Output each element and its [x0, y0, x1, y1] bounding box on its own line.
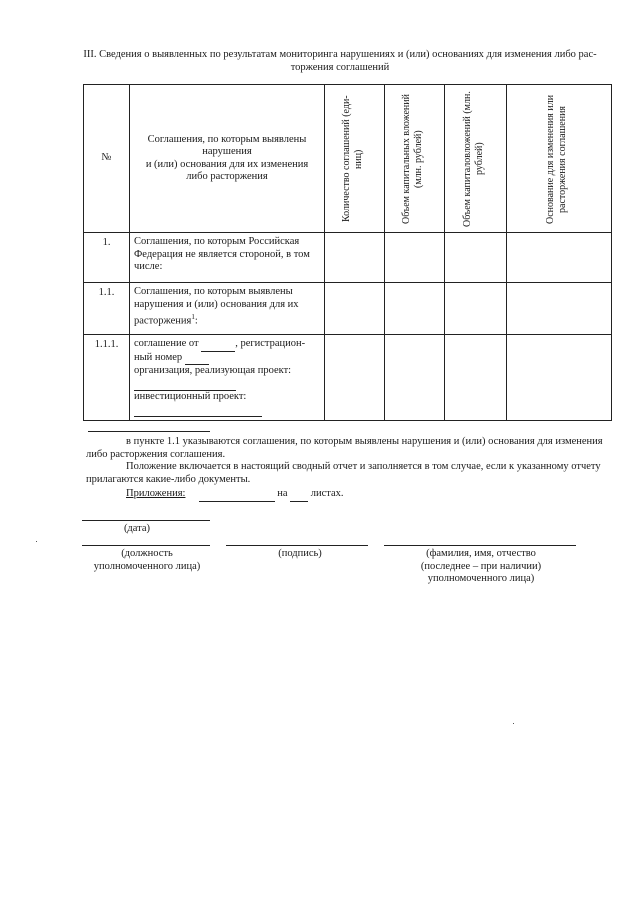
table-row: [84, 233, 612, 283]
table-cell: [445, 335, 507, 421]
table-cell: [445, 283, 507, 335]
table-cell: [325, 335, 385, 421]
table-cell: [385, 283, 445, 335]
organization-blank: [134, 378, 236, 392]
section-title-line-2: торжения соглашений: [290, 62, 390, 73]
table-row: [84, 335, 612, 421]
sheets-blank: [290, 488, 308, 502]
row-number: 1.1.: [84, 283, 130, 335]
header-reason: Основание для изменения или расторжения соглашения: [507, 85, 612, 233]
footnotes: [86, 436, 616, 502]
position-label: (должность уполномоченного лица): [93, 548, 201, 572]
note-attachments: Положение включается в настоящий сводный отчет и заполняется в том случае, если к указанному отчету прилагаются какие-либо документы.: [86, 461, 601, 485]
header-capital-investment: Объем капитальных вложений (млн. рублей): [385, 85, 445, 233]
table-row: [84, 283, 612, 335]
row-text: Соглашения, по которым Российская Федерация не является стороной, в том числе:: [130, 233, 325, 283]
header-number: №: [84, 85, 130, 233]
attachments-blank: [199, 488, 275, 502]
date-blank: [201, 338, 235, 352]
section-title: [70, 48, 610, 74]
date-line: [82, 520, 210, 521]
footnote-rule: [88, 431, 210, 432]
table-cell: [385, 335, 445, 421]
row-number: 1.: [84, 233, 130, 283]
date-label: (дата): [123, 523, 151, 534]
name-line: [384, 545, 576, 546]
footnote-marker: 1: [191, 313, 195, 321]
table-cell: [325, 283, 385, 335]
position-line: [82, 545, 210, 546]
row-number: 1.1.1.: [84, 335, 130, 421]
header-count: Количество соглашений (еди- ниц): [325, 85, 385, 233]
table-cell: [445, 233, 507, 283]
header-capital-investment-2: Объем капиталовложений (млн. рублей): [445, 85, 507, 233]
project-blank: [134, 404, 262, 418]
section-title-line-1: III. Сведения о выявленных по результатам мониторинга нарушениях и (или) основаниях для изменения либо рас-: [83, 49, 597, 60]
footnote-1: в пункте 1.1 указываются соглашения, по которым выявлены нарушения и (или) основания для изменения либо расторжения соглашения.: [86, 436, 603, 460]
table-cell: [507, 283, 612, 335]
scan-speck: [36, 541, 37, 542]
header-agreements: Соглашения, по которым выявлены нарушения и (или) основания для их изменения либо расторжения: [130, 85, 325, 233]
signature-label: (подпись): [278, 548, 322, 559]
attachments-line: Приложения: на листах.: [126, 488, 616, 502]
table-cell: [385, 233, 445, 283]
table-cell: [507, 335, 612, 421]
row-text: Соглашения, по которым выявлены нарушения и (или) основания для их расторжения$^1$:: [130, 283, 325, 335]
table-cell: [325, 233, 385, 283]
table-header-row: [84, 85, 612, 233]
reg-number-blank: [185, 352, 209, 366]
signature-line: [226, 545, 368, 546]
name-label: (фамилия, имя, отчество (последнее – при наличии) уполномоченного лица): [420, 548, 542, 584]
scan-speck: [513, 723, 514, 724]
table-cell: [507, 233, 612, 283]
row-text: соглашение от , регистрацион- ный номер организация, реализующая проект: инвестиционный проект:: [130, 335, 325, 421]
violations-table: [83, 84, 612, 421]
